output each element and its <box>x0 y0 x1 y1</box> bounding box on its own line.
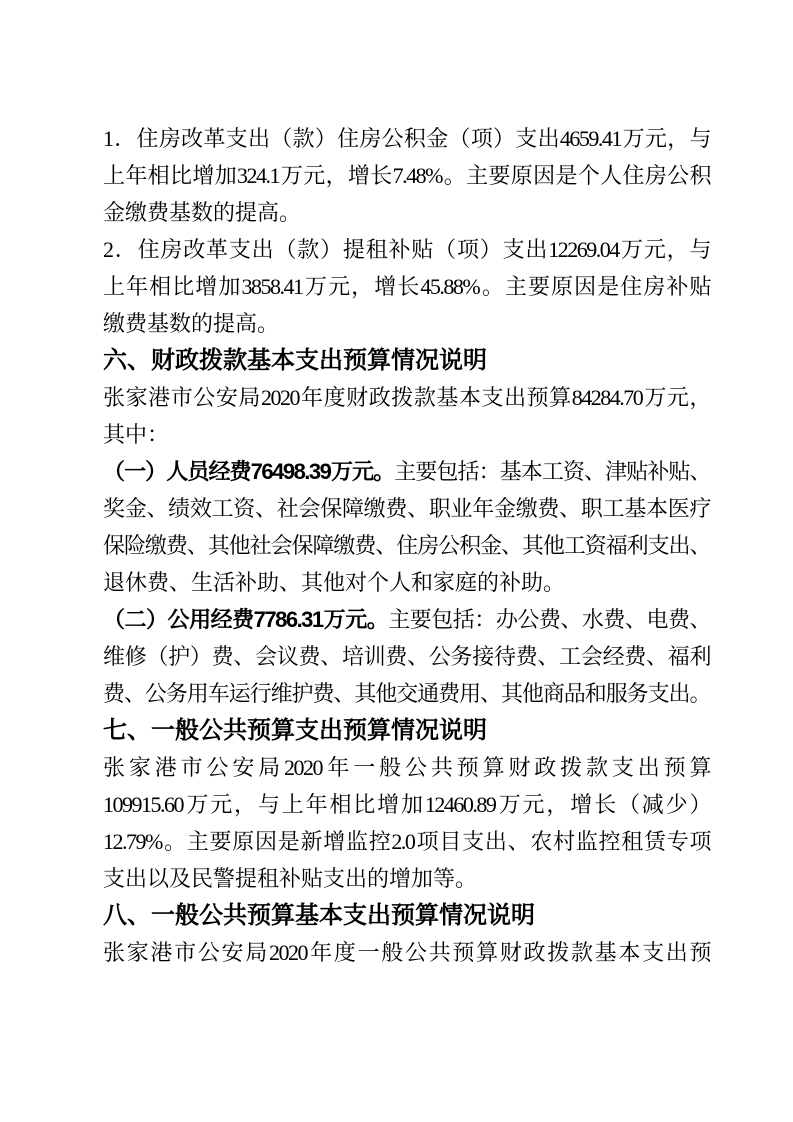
text-segment: 上年相比增加324.1万元，增长7.48%。主要原因是个人住房公积 <box>103 163 710 188</box>
text-segment: 七、一般公共预算支出预算情况说明 <box>103 717 487 744</box>
text-segment: 保险缴费、其他社会保障缴费、住房公积金、其他工资福利支出、 <box>103 533 710 558</box>
text-line <box>103 638 710 675</box>
text-line <box>103 416 710 453</box>
text-line <box>103 860 710 897</box>
text-line <box>103 379 710 416</box>
text-line <box>103 934 710 971</box>
text-line <box>103 268 710 305</box>
text-segment: 张家港市公安局2020年一般公共预算财政拨款支出预算 <box>103 755 710 780</box>
text-line <box>103 231 710 268</box>
text-segment: （一）人员经费76498.39万元。 <box>103 459 395 484</box>
document-content <box>103 120 710 971</box>
section-heading <box>103 712 710 749</box>
text-segment: 退休费、生活补助、其他对个人和家庭的补助。 <box>103 570 566 595</box>
text-line <box>103 527 710 564</box>
text-segment: 奖金、绩效工资、社会保障缴费、职业年金缴费、职工基本医疗 <box>103 496 710 521</box>
text-segment: 主要包括：基本工资、津贴补贴、 <box>394 459 710 484</box>
text-segment: 主要包括：办公费、水费、电费、 <box>388 607 710 632</box>
text-line <box>103 194 710 231</box>
text-segment: （二）公用经费7786.31万元。 <box>103 607 389 632</box>
text-line <box>103 120 710 157</box>
text-line <box>103 490 710 527</box>
text-segment: 六、财政拨款基本支出预算情况说明 <box>103 347 487 374</box>
text-segment: 支出以及民警提租补贴支出的增加等。 <box>103 866 478 891</box>
text-segment: 张家港市公安局2020年度一般公共预算财政拨款基本支出预 <box>103 940 710 965</box>
section-heading <box>103 897 710 934</box>
text-segment: 缴费基数的提高。 <box>103 311 280 336</box>
text-line <box>103 453 710 490</box>
text-line <box>103 675 710 712</box>
text-segment: 109915.60万元，与上年相比增加12460.89万元，增长（减少） <box>103 792 710 817</box>
text-line <box>103 786 710 823</box>
section-heading <box>103 342 710 379</box>
text-segment: 12.79%。主要原因是新增监控2.0项目支出、农村监控租赁专项 <box>103 829 710 854</box>
text-segment: 1．住房改革支出（款）住房公积金（项）支出4659.41万元，与 <box>103 126 710 151</box>
text-line <box>103 749 710 786</box>
text-line <box>103 564 710 601</box>
text-segment: 金缴费基数的提高。 <box>103 200 302 225</box>
text-segment: 2．住房改革支出（款）提租补贴（项）支出12269.04万元，与 <box>103 237 710 262</box>
text-segment: 上年相比增加3858.41万元，增长45.88%。主要原因是住房补贴 <box>103 274 710 299</box>
text-line <box>103 823 710 860</box>
text-segment: 八、一般公共预算基本支出预算情况说明 <box>103 902 535 929</box>
text-segment: 其中： <box>103 422 170 447</box>
text-segment: 维修（护）费、会议费、培训费、公务接待费、工会经费、福利 <box>103 644 710 669</box>
text-line <box>103 305 710 342</box>
text-segment: 张家港市公安局2020年度财政拨款基本支出预算84284.70万元， <box>103 385 710 410</box>
text-segment: 费、公务用车运行维护费、其他交通费用、其他商品和服务支出。 <box>103 681 710 706</box>
text-line <box>103 157 710 194</box>
text-line <box>103 601 710 638</box>
